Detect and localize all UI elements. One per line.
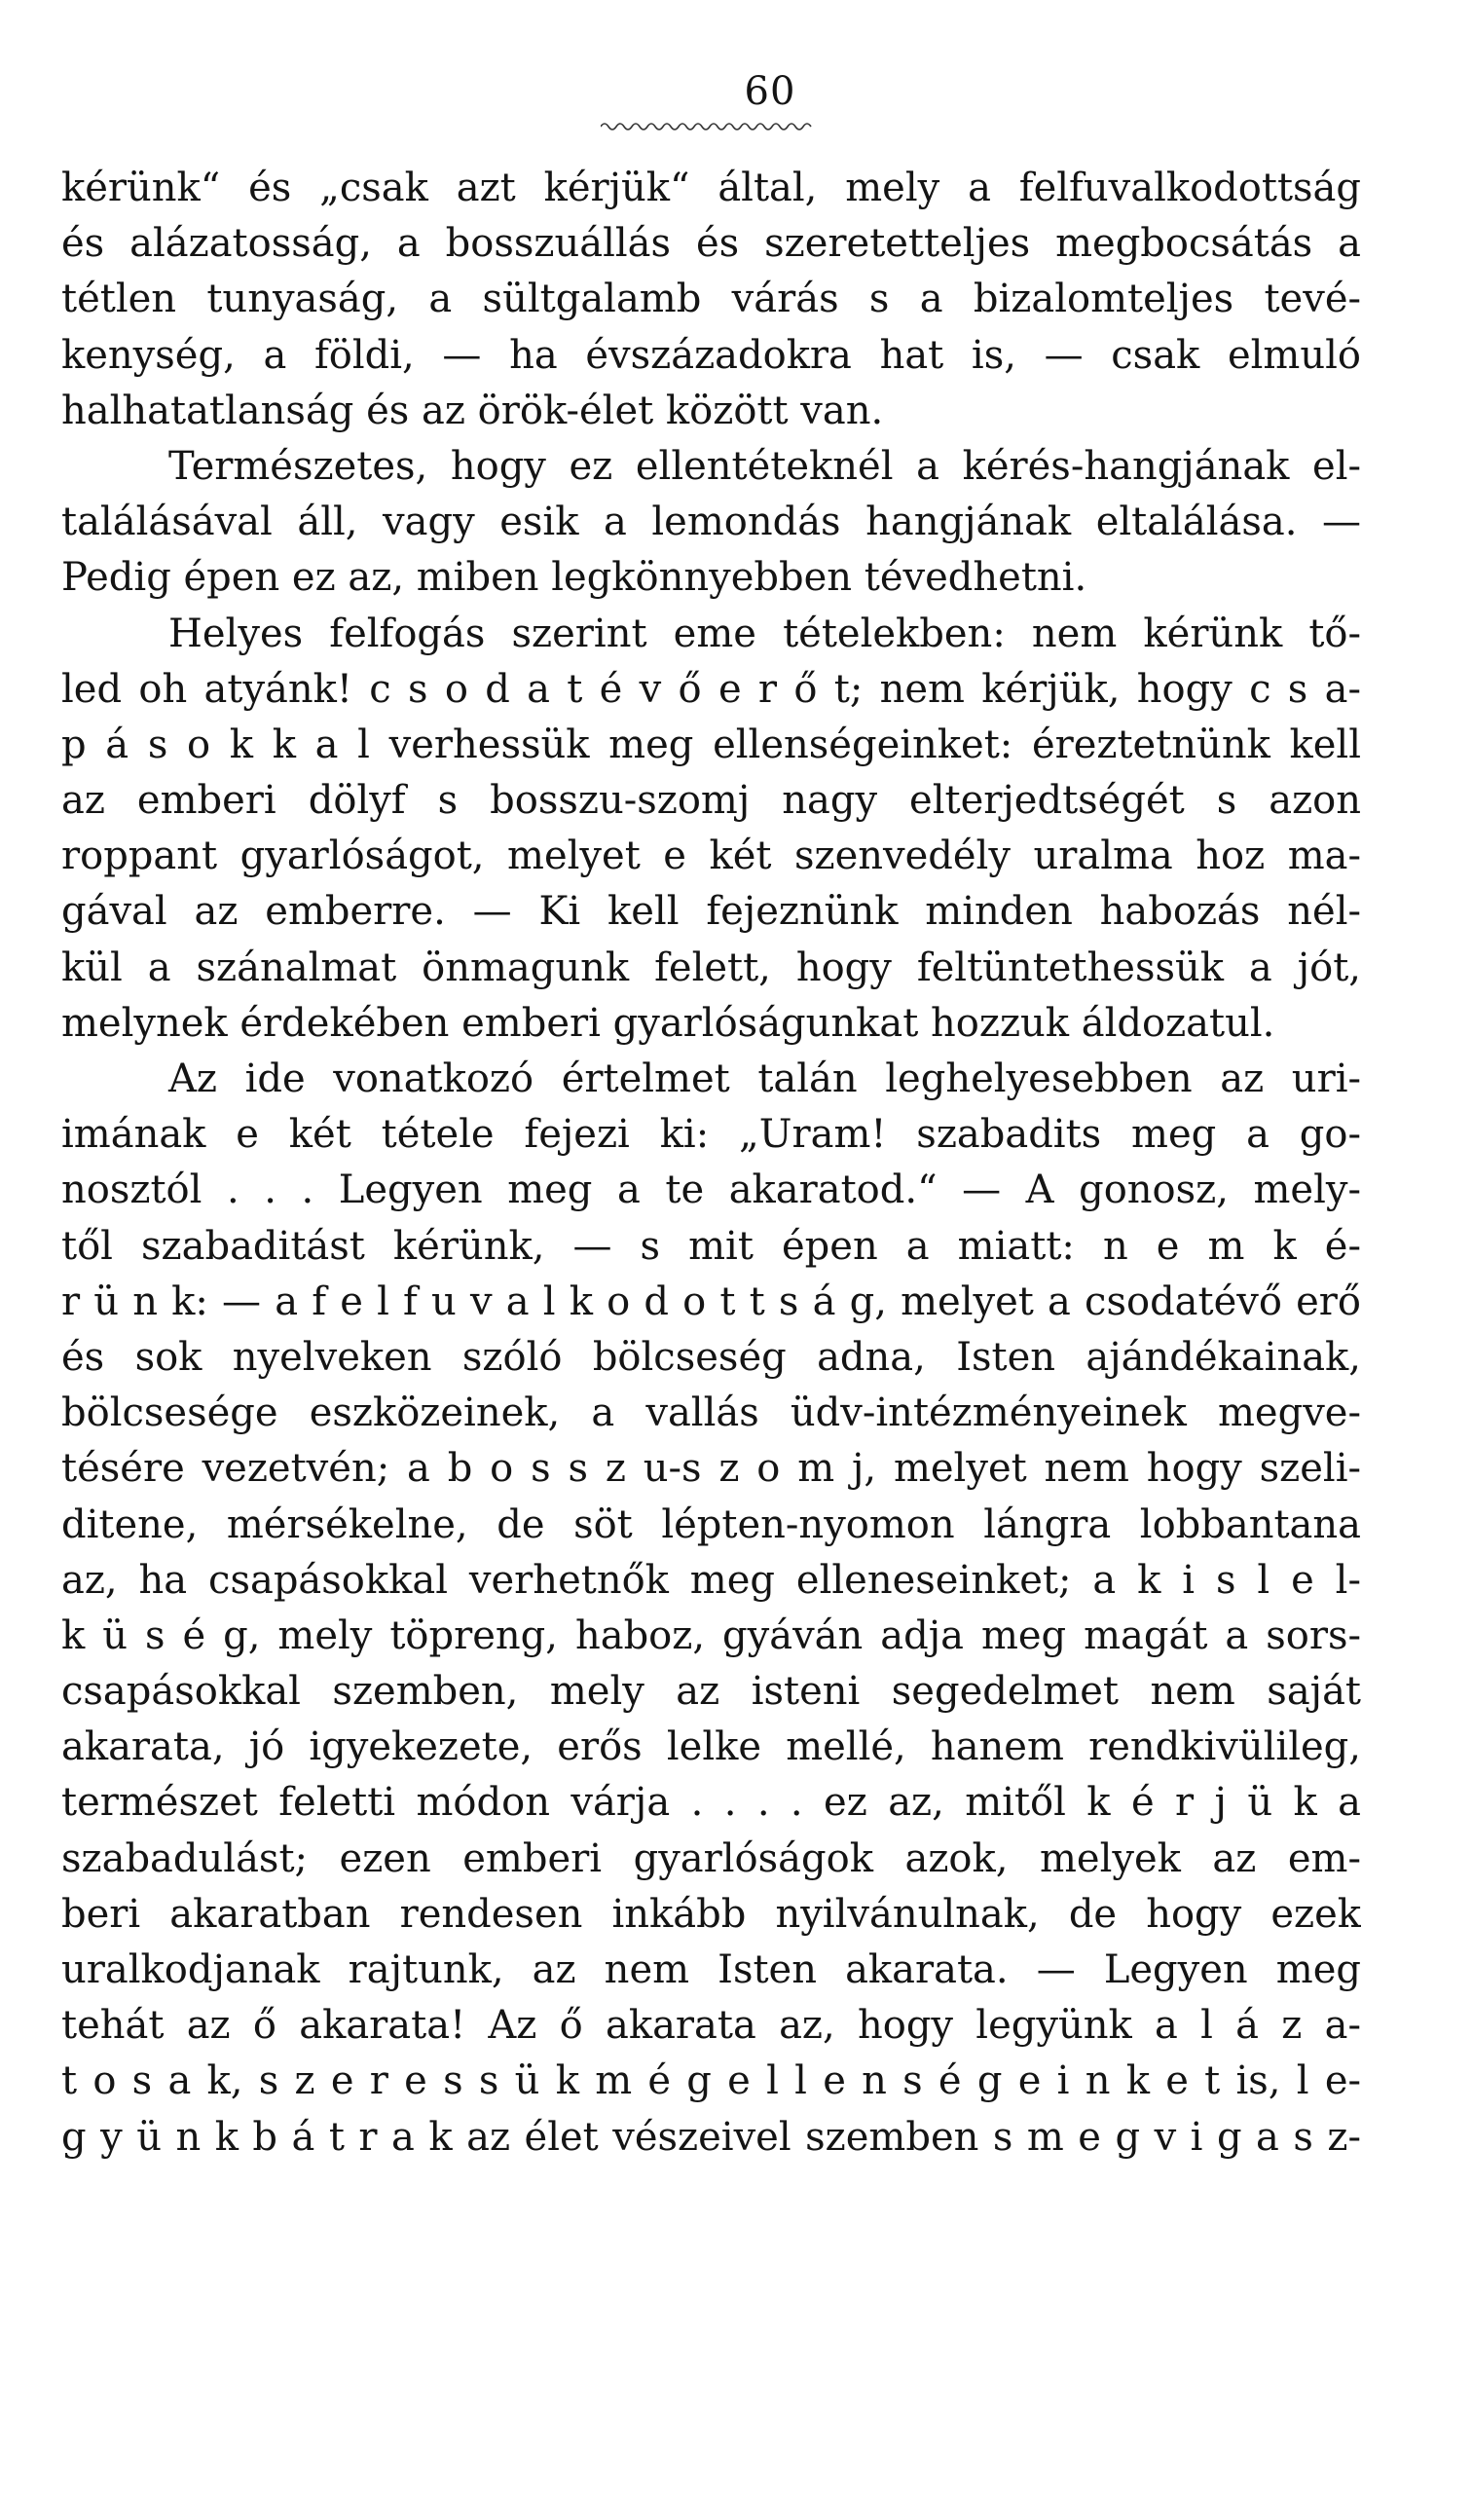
page-header <box>0 70 1472 113</box>
text-line: p á s o k k a l verhessük meg ellenségeinket: éreztetnünk kell <box>61 722 1361 767</box>
text-line: roppant gyarlóságot, melyet e két szenvedély uralma hoz ma- <box>61 834 1361 879</box>
text-line: ditene, mérsékelne, de söt lépten-nyomon lángra lobbantana <box>61 1501 1361 1547</box>
text-line: r ü n k: — a f e l f u v a l k o d o t t s á g, melyet a csodatévő erő <box>61 1279 1361 1324</box>
text-line: tehát az ő akarata! Az ő akarata az, hogy legyünk a l á z a- <box>61 2003 1361 2049</box>
text-line: Helyes felfogás szerint eme tételekben: nem kérünk tő- <box>168 611 1361 656</box>
text-line: az emberi dölyf s bosszu-szomj nagy elterjedtségét s azon <box>61 778 1361 824</box>
text-line: csapásokkal szemben, mely az isteni segedelmet nem saját <box>61 1669 1361 1715</box>
text-line: kenység, a földi, — ha évszázadokra hat is, — csak elmuló <box>61 332 1361 378</box>
text-line: Természetes, hogy ez ellentéteknél a kérés-hangjának el- <box>168 443 1361 489</box>
text-line: uralkodjanak rajtunk, az nem Isten akarata. — Legyen meg <box>61 1947 1361 1992</box>
page-number: 60 <box>744 69 796 114</box>
text-line: bölcsesége eszközeinek, a vallás üdv-intézményeinek megve- <box>61 1390 1361 1436</box>
text-line: természet feletti módon várja . . . . ez az, mitől k é r j ü k a <box>61 1780 1361 1826</box>
wavy-rule-ornament <box>601 120 815 133</box>
text-line: k ü s é g, mely töpreng, haboz, gyáván adja meg magát a sors- <box>61 1612 1361 1658</box>
text-line: gával az emberre. — Ki kell fejeznünk minden habozás nél- <box>61 889 1361 935</box>
text-line: és sok nyelveken szóló bölcseség adna, Isten ajándékainak, <box>61 1334 1361 1380</box>
text-line: találásával áll, vagy esik a lemondás hangjának eltalálása. — <box>61 500 1361 545</box>
text-line: halhatatlanság és az örök-élet között van. <box>61 388 884 433</box>
text-line: és alázatosság, a bosszuállás és szeretetteljes megbocsátás a <box>61 221 1361 267</box>
text-line: nosztól . . . Legyen meg a te akaratod.“ — A gonosz, mely- <box>61 1167 1361 1213</box>
text-line: melynek érdekében emberi gyarlóságunkat hozzuk áldozatul. <box>61 1000 1275 1046</box>
text-line: imának e két tétele fejezi ki: „Uram! szabadits meg a go- <box>61 1112 1361 1158</box>
text-line: től szabaditást kérünk, — s mit épen a miatt: n e m k é- <box>61 1223 1361 1269</box>
text-line: kérünk“ és „csak azt kérjük“ által, mely a felfuvalkodottság <box>61 166 1361 210</box>
text-line: g y ü n k b á t r a k az élet vészeivel szemben s m e g v i g a s z- <box>61 2114 1361 2160</box>
text-line: Pedig épen ez az, miben legkönnyebben tévedhetni. <box>61 555 1087 601</box>
body-text <box>61 161 1361 2166</box>
text-line: beri akaratban rendesen inkább nyilvánulnak, de hogy ezek <box>61 1891 1361 1937</box>
text-line: tésére vezetvén; a b o s s z u-s z o m j, melyet nem hogy szeli- <box>61 1446 1361 1492</box>
text-line: tétlen tunyaság, a sültgalamb várás s a bizalomteljes tevé- <box>61 277 1361 322</box>
text-line: kül a szánalmat önmagunk felett, hogy feltüntethessük a jót, <box>61 945 1361 990</box>
text-line: led oh atyánk! c s o d a t é v ő e r ő t; nem kérjük, hogy c s a- <box>61 666 1361 712</box>
text-line: az, ha csapásokkal verhetnők meg elleneseinket; a k i s l e l- <box>61 1557 1361 1603</box>
text-line: t o s a k, s z e r e s s ü k m é g e l l e n s é g e i n k e t is, l e- <box>61 2058 1361 2104</box>
text-line: szabadulást; ezen emberi gyarlóságok azok, melyek az em- <box>61 1835 1361 1881</box>
text-line: Az ide vonatkozó értelmet talán leghelyesebben az uri- <box>168 1056 1361 1101</box>
text-line: akarata, jó igyekezete, erős lelke mellé, hanem rendkivülileg, <box>61 1724 1361 1770</box>
